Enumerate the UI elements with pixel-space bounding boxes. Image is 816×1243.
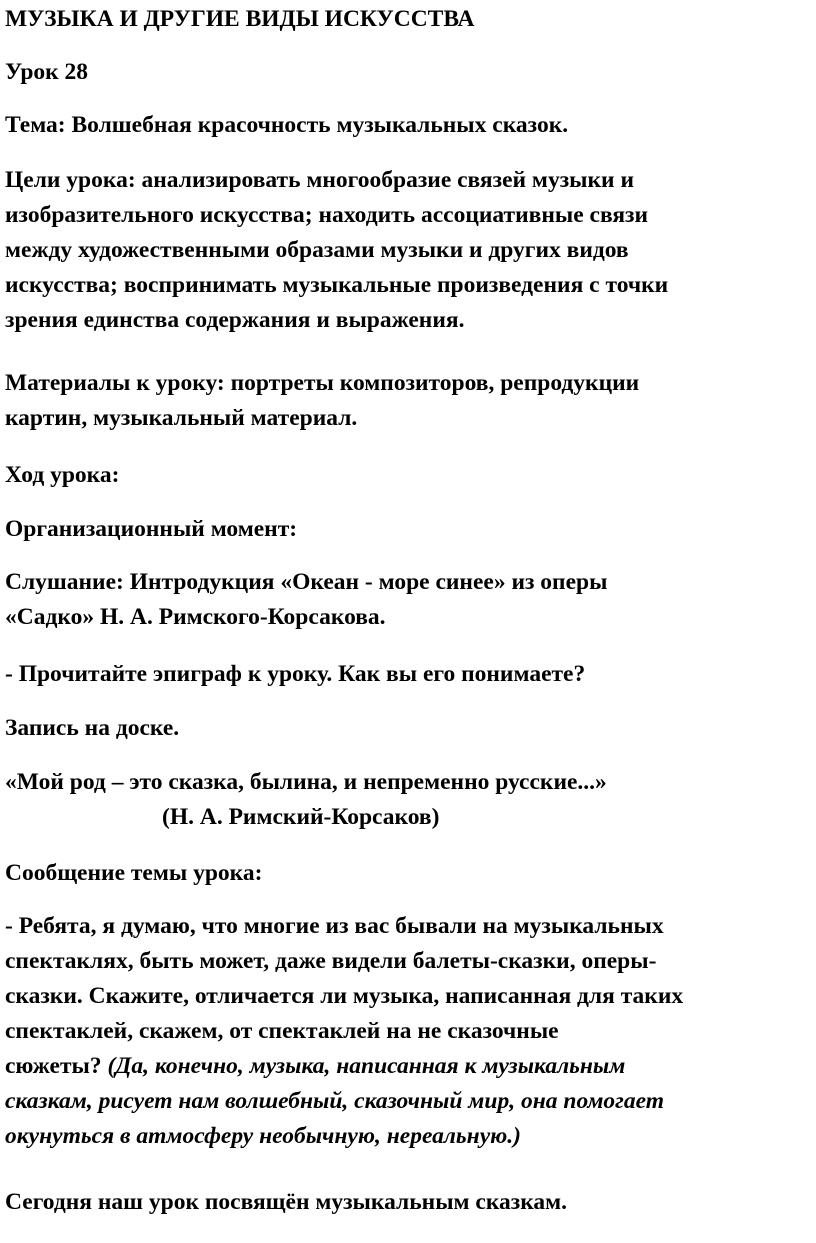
goals-line: искусства; воспринимать музыкальные произведения с точки xyxy=(5,272,669,298)
lesson-flow-text: Ход урока: xyxy=(5,462,120,488)
speech-line: спектаклях, быть может, даже видели балеты-сказки, оперы- xyxy=(5,948,657,974)
listening-line: Слушание: Интродукция «Океан - море синее» из оперы xyxy=(5,569,608,595)
question-text: - Прочитайте эпиграф к уроку. Как вы его понимаете? xyxy=(5,661,586,687)
theme-message-heading xyxy=(5,856,805,891)
listening-section xyxy=(5,565,805,635)
materials-line: Материалы к уроку: портреты композиторов, репродукции xyxy=(5,370,640,396)
speech-plain-part: сюжеты? xyxy=(5,1053,108,1079)
speech-answer-line: окунуться в атмосферу необычную, нереальную.) xyxy=(5,1123,521,1149)
speech-line: - Ребята, я думаю, что многие из вас бывали на музыкальных xyxy=(5,913,664,939)
heading-text: МУЗЫКА И ДРУГИЕ ВИДЫ ИСКУССТВА xyxy=(5,6,475,32)
epigraph-question xyxy=(5,657,805,692)
speech-answer-line: сказкам, рисует нам волшебный, сказочный мир, она помогает xyxy=(5,1088,664,1114)
goals-line: между художественными образами музыки и других видов xyxy=(5,237,629,263)
speech-line: спектаклей, скажем, от спектаклей на не сказочные xyxy=(5,1018,559,1044)
lesson-goals xyxy=(5,163,805,338)
epigraph-quote: «Мой род – это сказка, былина, и непременно русские...» xyxy=(5,769,607,795)
materials-line: картин, музыкальный материал. xyxy=(5,405,358,431)
conclusion-text: Сегодня наш урок посвящён музыкальным сказкам. xyxy=(5,1189,568,1215)
lesson-topic xyxy=(5,108,805,143)
speech-line-mixed xyxy=(5,1049,805,1084)
board-note xyxy=(5,711,805,746)
goals-line: Цели урока: анализировать многообразие связей музыки и xyxy=(5,167,634,193)
lesson-materials xyxy=(5,366,805,436)
epigraph-author: (Н. А. Римский-Корсаков) xyxy=(162,804,440,830)
lesson-conclusion xyxy=(5,1185,805,1220)
goals-line: изобразительного искусства; находить ассоциативные связи xyxy=(5,202,649,228)
lesson-number-text: Урок 28 xyxy=(5,59,89,85)
topic-text: Тема: Волшебная красочность музыкальных сказок. xyxy=(5,112,569,138)
theme-message-text: Сообщение темы урока: xyxy=(5,860,263,886)
board-note-text: Запись на доске. xyxy=(5,715,180,741)
document-heading xyxy=(5,2,805,37)
listening-line: «Садко» Н. А. Римского-Корсакова. xyxy=(5,604,386,630)
org-moment-heading xyxy=(5,512,805,547)
speech-line: сказки. Скажите, отличается ли музыка, написанная для таких xyxy=(5,983,684,1009)
epigraph xyxy=(5,765,805,835)
document-page xyxy=(5,0,811,1243)
lesson-flow-heading xyxy=(5,458,805,493)
lesson-number xyxy=(5,55,805,90)
speech-answer-part: (Да, конечно, музыка, написанная к музыкальным xyxy=(107,1053,626,1079)
goals-line: зрения единства содержания и выражения. xyxy=(5,307,465,333)
org-moment-text: Организационный момент: xyxy=(5,516,298,542)
teacher-speech xyxy=(5,909,805,1154)
